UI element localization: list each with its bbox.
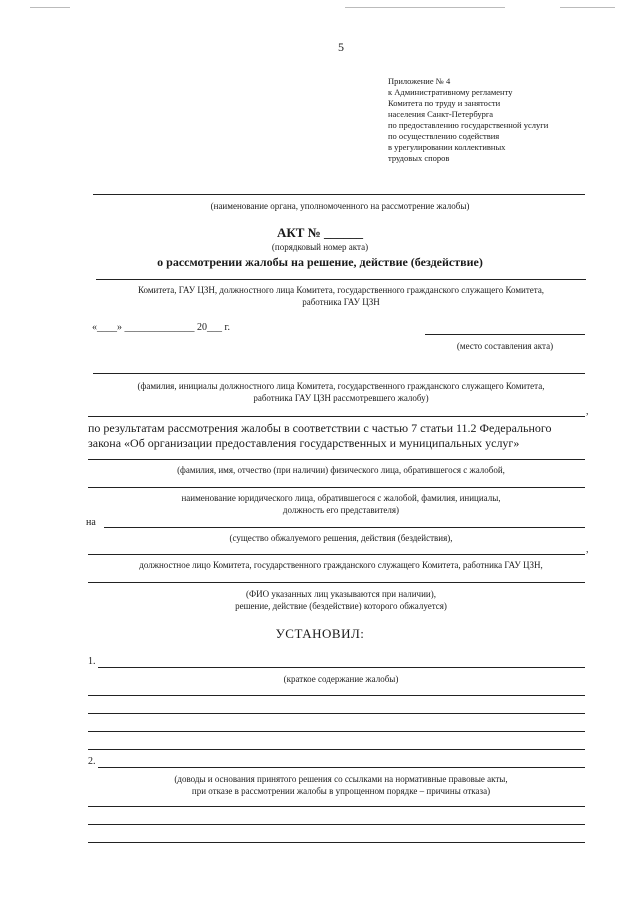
appendix-line: по предоставлению государственной услуги (388, 120, 549, 130)
item1-label: 1. (88, 656, 96, 667)
person-caption: (фамилия, имя, отчество (при наличии) физического лица, обратившегося с жалобой, (177, 465, 505, 475)
scan-mark (560, 7, 615, 8)
official-list: должностное лицо Комитета, государственного гражданского служащего Комитета, работника ГАУ ЦЗН, (139, 560, 543, 570)
result-line-1: по результатам рассмотрения жалобы в соответствии с частью 7 статьи 11.2 Федерального (88, 421, 552, 435)
date-quote-open: « (92, 322, 97, 333)
fio-caption-1: (ФИО указанных лиц указываются при наличии), (246, 589, 436, 599)
person-line (88, 459, 585, 460)
organ-line (93, 194, 585, 195)
item1-caption: (краткое содержание жалобы) (283, 674, 399, 684)
result-text (88, 421, 600, 451)
appendix-line: Комитета по труду и занятости (388, 98, 501, 108)
item1-line (98, 667, 585, 668)
appendix-line: населения Санкт-Петербурга (388, 109, 494, 119)
legal-caption-2: должность его представителя) (282, 505, 400, 515)
item2-label: 2. (88, 756, 96, 767)
committee-caption-1: Комитета, ГАУ ЦЗН, должностного лица Комитета, государственного гражданского служащего Комитета, (137, 285, 545, 295)
result-line-2: закона «Об организации предоставления государственных и муниципальных услуг» (88, 436, 520, 450)
item1-blank-line (88, 749, 585, 750)
appendix-block (388, 76, 618, 164)
date-day-blank: ____ (97, 322, 117, 333)
committee-line (96, 279, 586, 280)
date-month-blank: ______________ (124, 322, 195, 333)
committee-caption-2: работника ГАУ ЦЗН (302, 297, 380, 307)
place-caption: (место составления акта) (456, 341, 554, 351)
official-caption-1: (фамилия, инициалы должностного лица Комитета, государственного гражданского служащего Комитета, (137, 381, 545, 391)
act-number-caption: (порядковый номер акта) (271, 242, 369, 252)
essence-line (104, 527, 585, 528)
item2-blank-line (88, 842, 585, 843)
item2-blank-line (88, 806, 585, 807)
established-heading: УСТАНОВИЛ: (275, 626, 365, 641)
official-caption-2: работника ГАУ ЦЗН рассмотревшего жалобу) (253, 393, 429, 403)
item1-blank-line (88, 695, 585, 696)
item2-caption-1: (доводы и основания принятого решения со ссылками на нормативные правовые акты, (174, 774, 508, 784)
page-number: 5 (338, 40, 344, 54)
organ-caption: (наименование органа, уполномоченного на рассмотрение жалобы) (210, 201, 470, 211)
item1-blank-line (88, 731, 585, 732)
fio-caption-2: решение, действие (бездействие) которого обжалуется) (235, 601, 447, 611)
place-line (425, 334, 585, 335)
fio-line (88, 582, 585, 583)
item2-blank-line (88, 824, 585, 825)
essence-line-2 (88, 554, 585, 555)
appendix-line: к Административному регламенту (388, 87, 513, 97)
legal-caption-1: наименование юридического лица, обратившегося с жалобой, фамилия, инициалы, (181, 493, 501, 503)
appendix-line: в урегулировании коллективных (388, 142, 506, 152)
date-quote-close: » (117, 322, 122, 333)
appendix-line: по осуществлению содействия (388, 131, 500, 141)
essence-caption: (существо обжалуемого решения, действия (бездействия), (229, 533, 453, 543)
comma: , (586, 544, 589, 555)
comma: , (586, 406, 589, 417)
scan-mark (345, 7, 505, 8)
item1-blank-line (88, 713, 585, 714)
legal-line (88, 487, 585, 488)
scan-mark (30, 7, 70, 8)
result-line (88, 416, 585, 417)
appendix-line: трудовых споров (388, 153, 450, 163)
date-year: 20___ г. (197, 322, 230, 333)
official-line (93, 373, 585, 374)
date-row (92, 322, 230, 334)
act-title: АКТ № ______ (276, 225, 364, 240)
on-label: на (86, 517, 96, 528)
item2-caption-2: при отказе в рассмотрении жалобы в упрощенном порядке – причины отказа) (191, 786, 491, 796)
act-subtitle: о рассмотрении жалобы на решение, действие (бездействие) (157, 255, 483, 269)
appendix-line: Приложение № 4 (388, 76, 451, 86)
item2-line (98, 767, 585, 768)
